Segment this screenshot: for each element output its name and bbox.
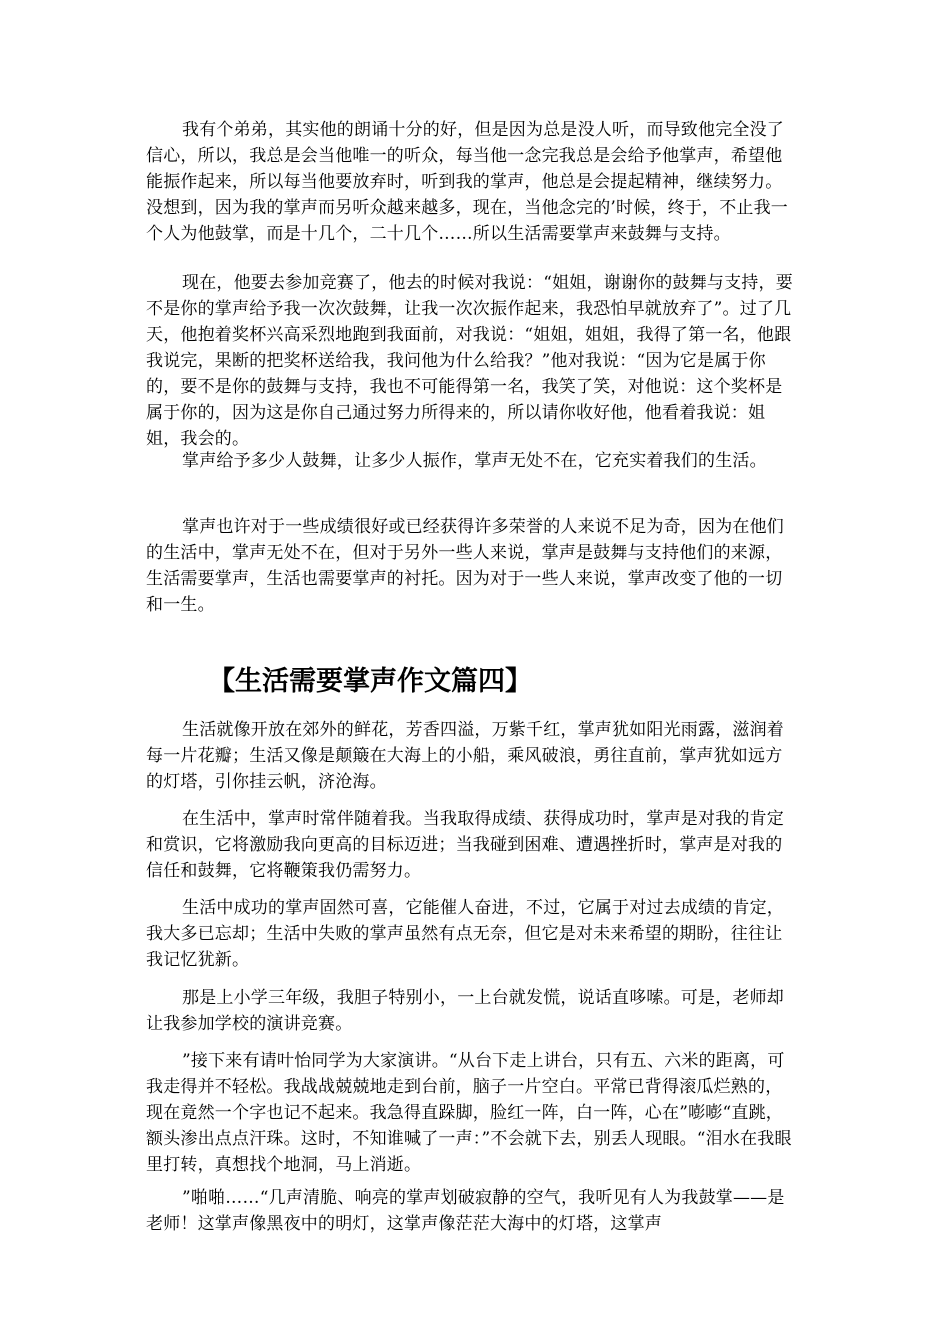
paragraph: 生活就像开放在郊外的鲜花，芳香四溢，万紫千红，掌声犹如阳光雨露，滋润着每一片花瓣；生活又像是颠簸在大海上的小船，乘风破浪，勇往直前，掌声犹如远方的灯塔，引你挂云帆，济沧海。 [146, 720, 784, 792]
paragraph: 现在，他要去参加竞赛了，他去的时候对我说：“姐姐，谢谢你的鼓舞与支持，要不是你的掌声给予我一次次鼓舞，让我一次次振作起来，我恐怕早就放弃了”。过了几天，他抱着奖杯兴高采烈地跑到我面前，对我说：“姐姐，姐姐，我得了第一名，他跟我说完，果断的把奖杯送给我，我问他为什么给我？”他对我说：“因为它是属于你的，要不是你的鼓舞与支持，我也不可能得第一名，我笑了笑，对他说：这个奖杯是属于你的，因为这是你自己通过努力所得来的，所以请你收好他，他看着我说：姐姐，我会的。 [146, 273, 793, 449]
paragraph: 掌声给予多少人鼓舞，让多少人振作，掌声无处不在，它充实着我们的生活。 [182, 451, 767, 471]
paragraph: 那是上小学三年级，我胆子特别小，一上台就发慌，说话直哆嗦。可是，老师却让我参加学校的演讲竞赛。 [146, 988, 784, 1034]
paragraph: 掌声也许对于一些成绩很好或已经获得许多荣誉的人来说不足为奇，因为在他们的生活中，掌声无处不在，但对于另外一些人来说，掌声是鼓舞与支持他们的来源，生活需要掌声，生活也需要掌声的衬托。因为对于一些人来说，掌声改变了他的一切和一生。 [146, 517, 784, 615]
paragraph: ”啪啪……“几声清脆、响亮的掌声划破寂静的空气，我听见有人为我鼓掌——是老师！这掌声像黑夜中的明灯，这掌声像茫茫大海中的灯塔，这掌声 [146, 1188, 785, 1234]
paragraph: ”接下来有请叶怡同学为大家演讲。“从台下走上讲台，只有五、六米的距离，可我走得并不轻松。我战战兢兢地走到台前，脑子一片空白。平常已背得滚瓜烂熟的，现在竟然一个字也记不起来。我急得直跺脚，脸红一阵，白一阵，心在”嘭嘭“直跳，额头渗出点点汗珠。这时，不知谁喊了一声：”不会就下去，别丢人现眼。“泪水在我眼里打转，真想找个地洞，马上消逝。 [146, 1051, 792, 1175]
paragraph: 我有个弟弟，其实他的朗诵十分的好，但是因为总是没人听，而导致他完全没了信心，所以，我总是会当他唯一的听众，每当他一念完我总是会给予他掌声，希望他能振作起来，所以每当他要放弃时，听到我的掌声，他总是会提起精神，继续努力。没想到，因为我的掌声而另听众越来越多，现在，当他念完的’时候，终于，不止我一个人为他鼓掌，而是十几个，二十几个……所以生活需要掌声来鼓舞与支持。 [146, 120, 789, 244]
section-heading: 【生活需要掌声作文篇四】 [208, 666, 532, 697]
paragraph: 在生活中，掌声时常伴随着我。当我取得成绩、获得成功时，掌声是对我的肯定和赏识，它将激励我向更高的目标迈进；当我碰到困难、遭遇挫折时，掌声是对我的信任和鼓舞，它将鞭策我仍需努力。 [146, 809, 784, 881]
paragraph: 生活中成功的掌声固然可喜，它能催人奋进，不过，它属于对过去成绩的肯定，我大多已忘却；生活中失败的掌声虽然有点无奈，但它是对未来希望的期盼，往往让我记忆犹新。 [146, 898, 784, 970]
